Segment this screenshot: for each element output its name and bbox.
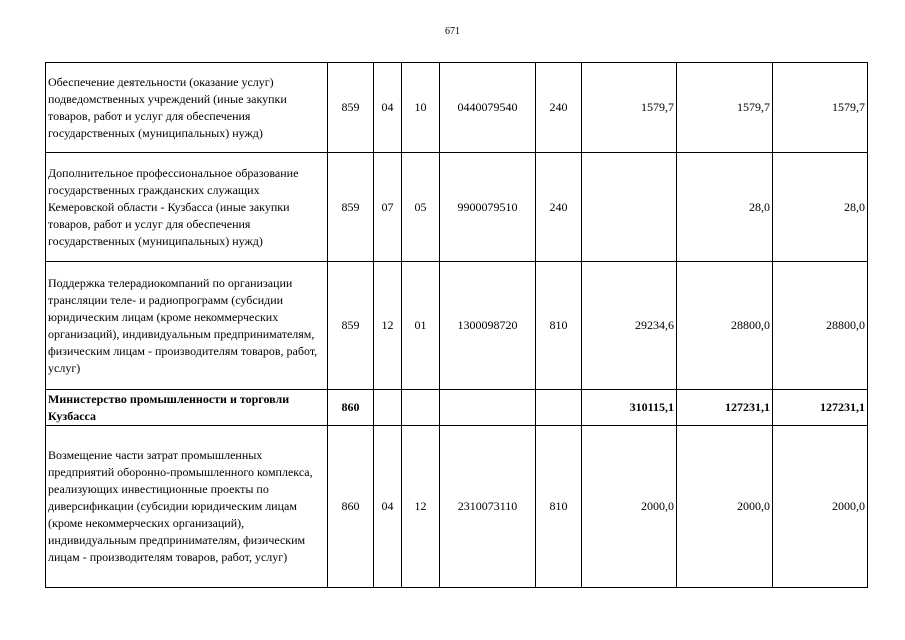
amount-year-3: 28800,0 [773, 262, 868, 390]
table-row [46, 426, 868, 588]
target-article-code: 9900079510 [440, 153, 536, 262]
amount-year-1: 2000,0 [582, 426, 677, 588]
table-row [46, 63, 868, 153]
amount-year-1: 29234,6 [582, 262, 677, 390]
section-code: 04 [374, 426, 402, 588]
ministry-code: 860 [328, 390, 374, 426]
table-row [46, 153, 868, 262]
subsection-code [402, 390, 440, 426]
section-code [374, 390, 402, 426]
target-article-code [440, 390, 536, 426]
amount-year-3: 1579,7 [773, 63, 868, 153]
table-row [46, 262, 868, 390]
amount-year-3: 28,0 [773, 153, 868, 262]
row-name: Обеспечение деятельности (оказание услуг) подведомственных учреждений (иные закупки товаров, работ и услуг для обеспечения государственных (муниципальных) нужд) [46, 63, 328, 153]
amount-year-1: 310115,1 [582, 390, 677, 426]
row-name: Поддержка телерадиокомпаний по организации трансляции теле- и радиопрограмм (субсидии юридическим лицам (кроме некоммерческих организаций), индивидуальным предпринимателям, физическим лицам - производителям товаров, работ, услуг) [46, 262, 328, 390]
section-code: 07 [374, 153, 402, 262]
page-number: 671 [445, 26, 460, 37]
table-row-ministry-total [46, 390, 868, 426]
ministry-code: 859 [328, 262, 374, 390]
amount-year-1: 1579,7 [582, 63, 677, 153]
amount-year-3: 2000,0 [773, 426, 868, 588]
ministry-code: 859 [328, 153, 374, 262]
row-name: Министерство промышленности и торговли Кузбасса [46, 390, 328, 426]
row-name: Возмещение части затрат промышленных предприятий оборонно-промышленного комплекса, реализующих инвестиционные проекты по диверсификации (субсидии юридическим лицам (кроме некоммерческих организаций), индивидуальным предпринимателям, физическим лицам - производителям товаров, работ, услуг) [46, 426, 328, 588]
row-name: Дополнительное профессиональное образование государственных гражданских служащих Кемеровской области - Кузбасса (иные закупки товаров, работ и услуг для обеспечения государственных (муниципальных) нужд) [46, 153, 328, 262]
amount-year-2: 1579,7 [677, 63, 773, 153]
amount-year-2: 28800,0 [677, 262, 773, 390]
amount-year-2: 28,0 [677, 153, 773, 262]
target-article-code: 2310073110 [440, 426, 536, 588]
section-code: 12 [374, 262, 402, 390]
budget-table [45, 62, 868, 588]
expense-type-code: 240 [536, 153, 582, 262]
subsection-code: 10 [402, 63, 440, 153]
subsection-code: 12 [402, 426, 440, 588]
expense-type-code: 240 [536, 63, 582, 153]
target-article-code: 1300098720 [440, 262, 536, 390]
amount-year-2: 127231,1 [677, 390, 773, 426]
amount-year-3: 127231,1 [773, 390, 868, 426]
target-article-code: 0440079540 [440, 63, 536, 153]
amount-year-1 [582, 153, 677, 262]
expense-type-code [536, 390, 582, 426]
ministry-code: 859 [328, 63, 374, 153]
ministry-code: 860 [328, 426, 374, 588]
expense-type-code: 810 [536, 426, 582, 588]
expense-type-code: 810 [536, 262, 582, 390]
subsection-code: 05 [402, 153, 440, 262]
subsection-code: 01 [402, 262, 440, 390]
amount-year-2: 2000,0 [677, 426, 773, 588]
section-code: 04 [374, 63, 402, 153]
